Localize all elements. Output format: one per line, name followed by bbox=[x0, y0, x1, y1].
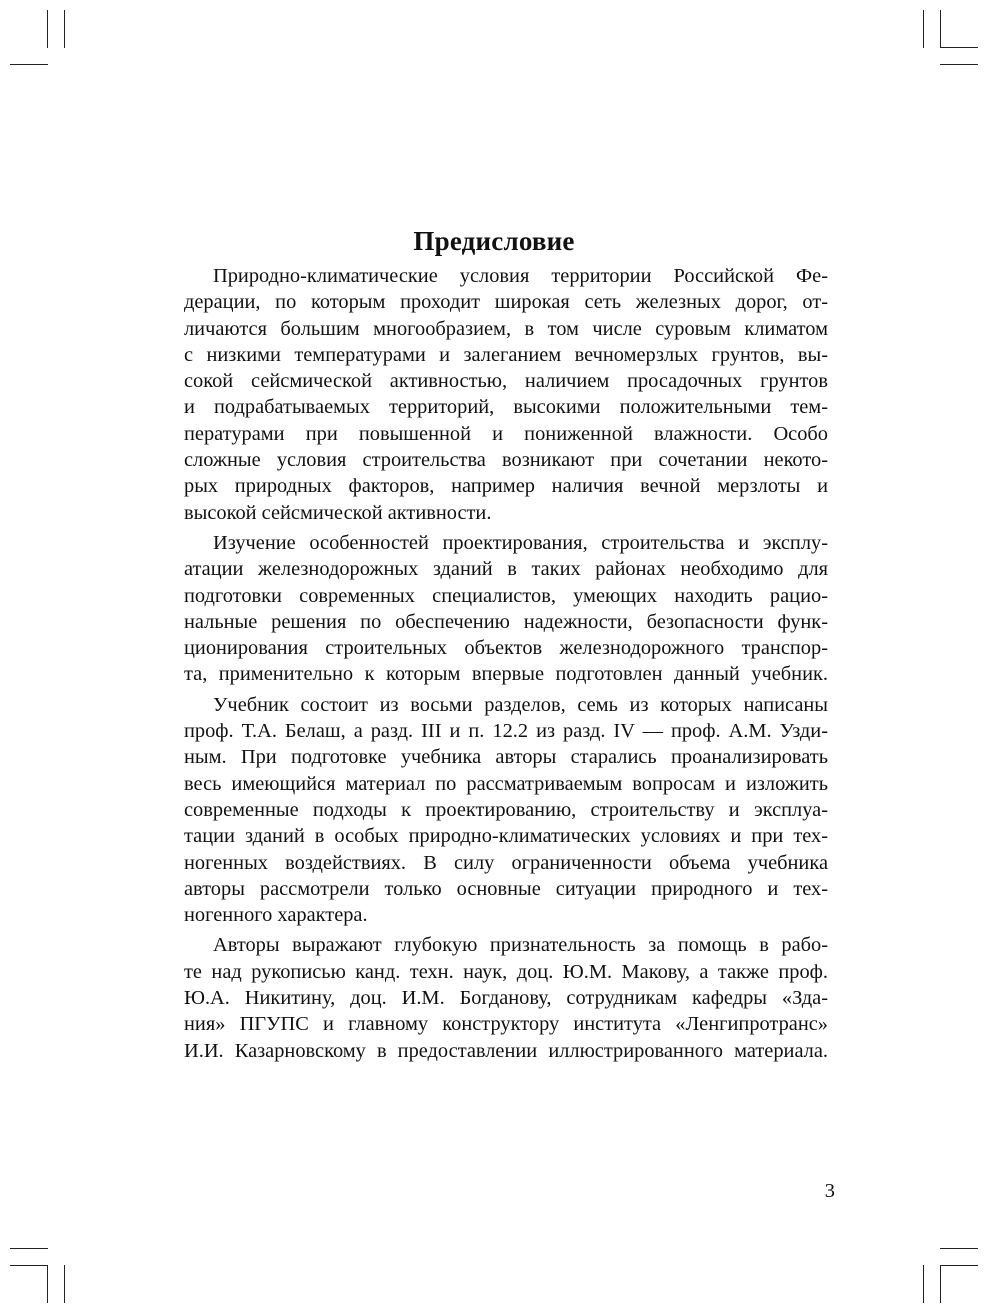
crop-mark-top-right-h2 bbox=[940, 47, 978, 48]
text-line: ногенных воздействиях. В силу ограниченности объема учебника bbox=[184, 851, 828, 874]
text-line: нальные решения по обеспечению надежности, безопасности функ- bbox=[184, 610, 828, 633]
text-line: сложные условия строительства возникают при сочетании некото- bbox=[184, 449, 828, 472]
text-line: ногенного характера. bbox=[184, 904, 368, 927]
text-line: ционирования строительных объектов железнодорожного транспор- bbox=[184, 637, 828, 660]
text-line: с низкими температурами и залеганием вечномерзлых грунтов, вы- bbox=[184, 343, 828, 366]
crop-mark-bottom-right-v1 bbox=[923, 1265, 924, 1303]
crop-mark-bottom-right-h bbox=[940, 1248, 978, 1249]
text-line: пературами при повышенной и пониженной влажности. Особо bbox=[184, 422, 828, 445]
crop-mark-top-left-v2 bbox=[64, 10, 65, 48]
crop-mark-top-right-v2 bbox=[940, 10, 941, 48]
text-line: сокой сейсмической активностью, наличием просадочных грунтов bbox=[184, 370, 828, 393]
paragraph bbox=[155, 932, 828, 1063]
page-title: Предисловие bbox=[413, 226, 575, 257]
crop-mark-bottom-left-v2 bbox=[64, 1265, 65, 1303]
crop-mark-top-right-v1 bbox=[923, 10, 924, 48]
crop-mark-bottom-left-h2 bbox=[10, 1265, 48, 1266]
crop-mark-bottom-left-h bbox=[10, 1248, 48, 1249]
crop-mark-bottom-left-v1 bbox=[47, 1265, 48, 1303]
crop-mark-top-right-h bbox=[940, 64, 978, 65]
text-line: ния» ПГУПС и главному конструктору института «Ленгипротранс» bbox=[184, 1013, 828, 1036]
text-line: атации железнодорожных зданий в таких районах необходимо для bbox=[184, 558, 828, 581]
text-line: ным. При подготовке учебника авторы старались проанализировать bbox=[184, 746, 828, 769]
crop-mark-bottom-right-v2 bbox=[940, 1265, 941, 1303]
crop-mark-top-left-h bbox=[10, 64, 48, 65]
text-line: Изучение особенностей проектирования, строительства и эксплу- bbox=[213, 531, 828, 554]
text-line: личаются большим многообразием, в том числе суровым климатом bbox=[184, 317, 828, 340]
text-line: те над рукописью канд. техн. наук, доц. Ю.М. Макову, а также проф. bbox=[184, 960, 828, 983]
text-line: рых природных факторов, например наличия вечной мерзлоты и bbox=[184, 475, 828, 498]
text-line: и подрабатываемых территорий, высокими положительными тем- bbox=[184, 396, 828, 419]
text-line: дерации, по которым проходит широкая сеть железных дорог, от- bbox=[184, 291, 828, 314]
text-line: Ю.А. Никитину, доц. И.М. Богданову, сотрудникам кафедры «Зда- bbox=[184, 987, 828, 1010]
body-text bbox=[155, 263, 828, 1068]
text-line: И.И. Казарновскому в предоставлении иллюстрированного материала. bbox=[184, 1039, 828, 1062]
text-line: та, применительно к которым впервые подготовлен данный учебник. bbox=[184, 663, 828, 686]
page-number: 3 bbox=[824, 1180, 835, 1202]
paragraph bbox=[155, 530, 828, 688]
paragraph bbox=[155, 692, 828, 929]
text-line: Учебник состоит из восьми разделов, семь из которых написаны bbox=[213, 693, 828, 716]
text-line: весь имеющийся материал по рассматриваемым вопросам и изложить bbox=[184, 772, 828, 795]
text-line: тации зданий в особых природно-климатических условиях и при тех- bbox=[184, 825, 828, 848]
text-line: современные подходы к проектированию, строительству и эксплуа- bbox=[184, 798, 828, 821]
crop-mark-top-left-v1 bbox=[47, 10, 48, 48]
text-line: проф. Т.А. Белаш, а разд. III и п. 12.2 из разд. IV — проф. А.М. Узди- bbox=[184, 720, 828, 743]
text-line: авторы рассмотрели только основные ситуации природного и тех- bbox=[184, 877, 828, 900]
crop-mark-bottom-right-h2 bbox=[940, 1265, 978, 1266]
text-line: Авторы выражают глубокую признательность за помощь в рабо- bbox=[213, 934, 828, 957]
text-line: подготовки современных специалистов, умеющих находить рацио- bbox=[184, 584, 828, 607]
text-line: Природно-климатические условия территории Российской Фе- bbox=[213, 265, 828, 287]
text-line: высокой сейсмической активности. bbox=[184, 501, 492, 524]
paragraph bbox=[155, 263, 828, 526]
